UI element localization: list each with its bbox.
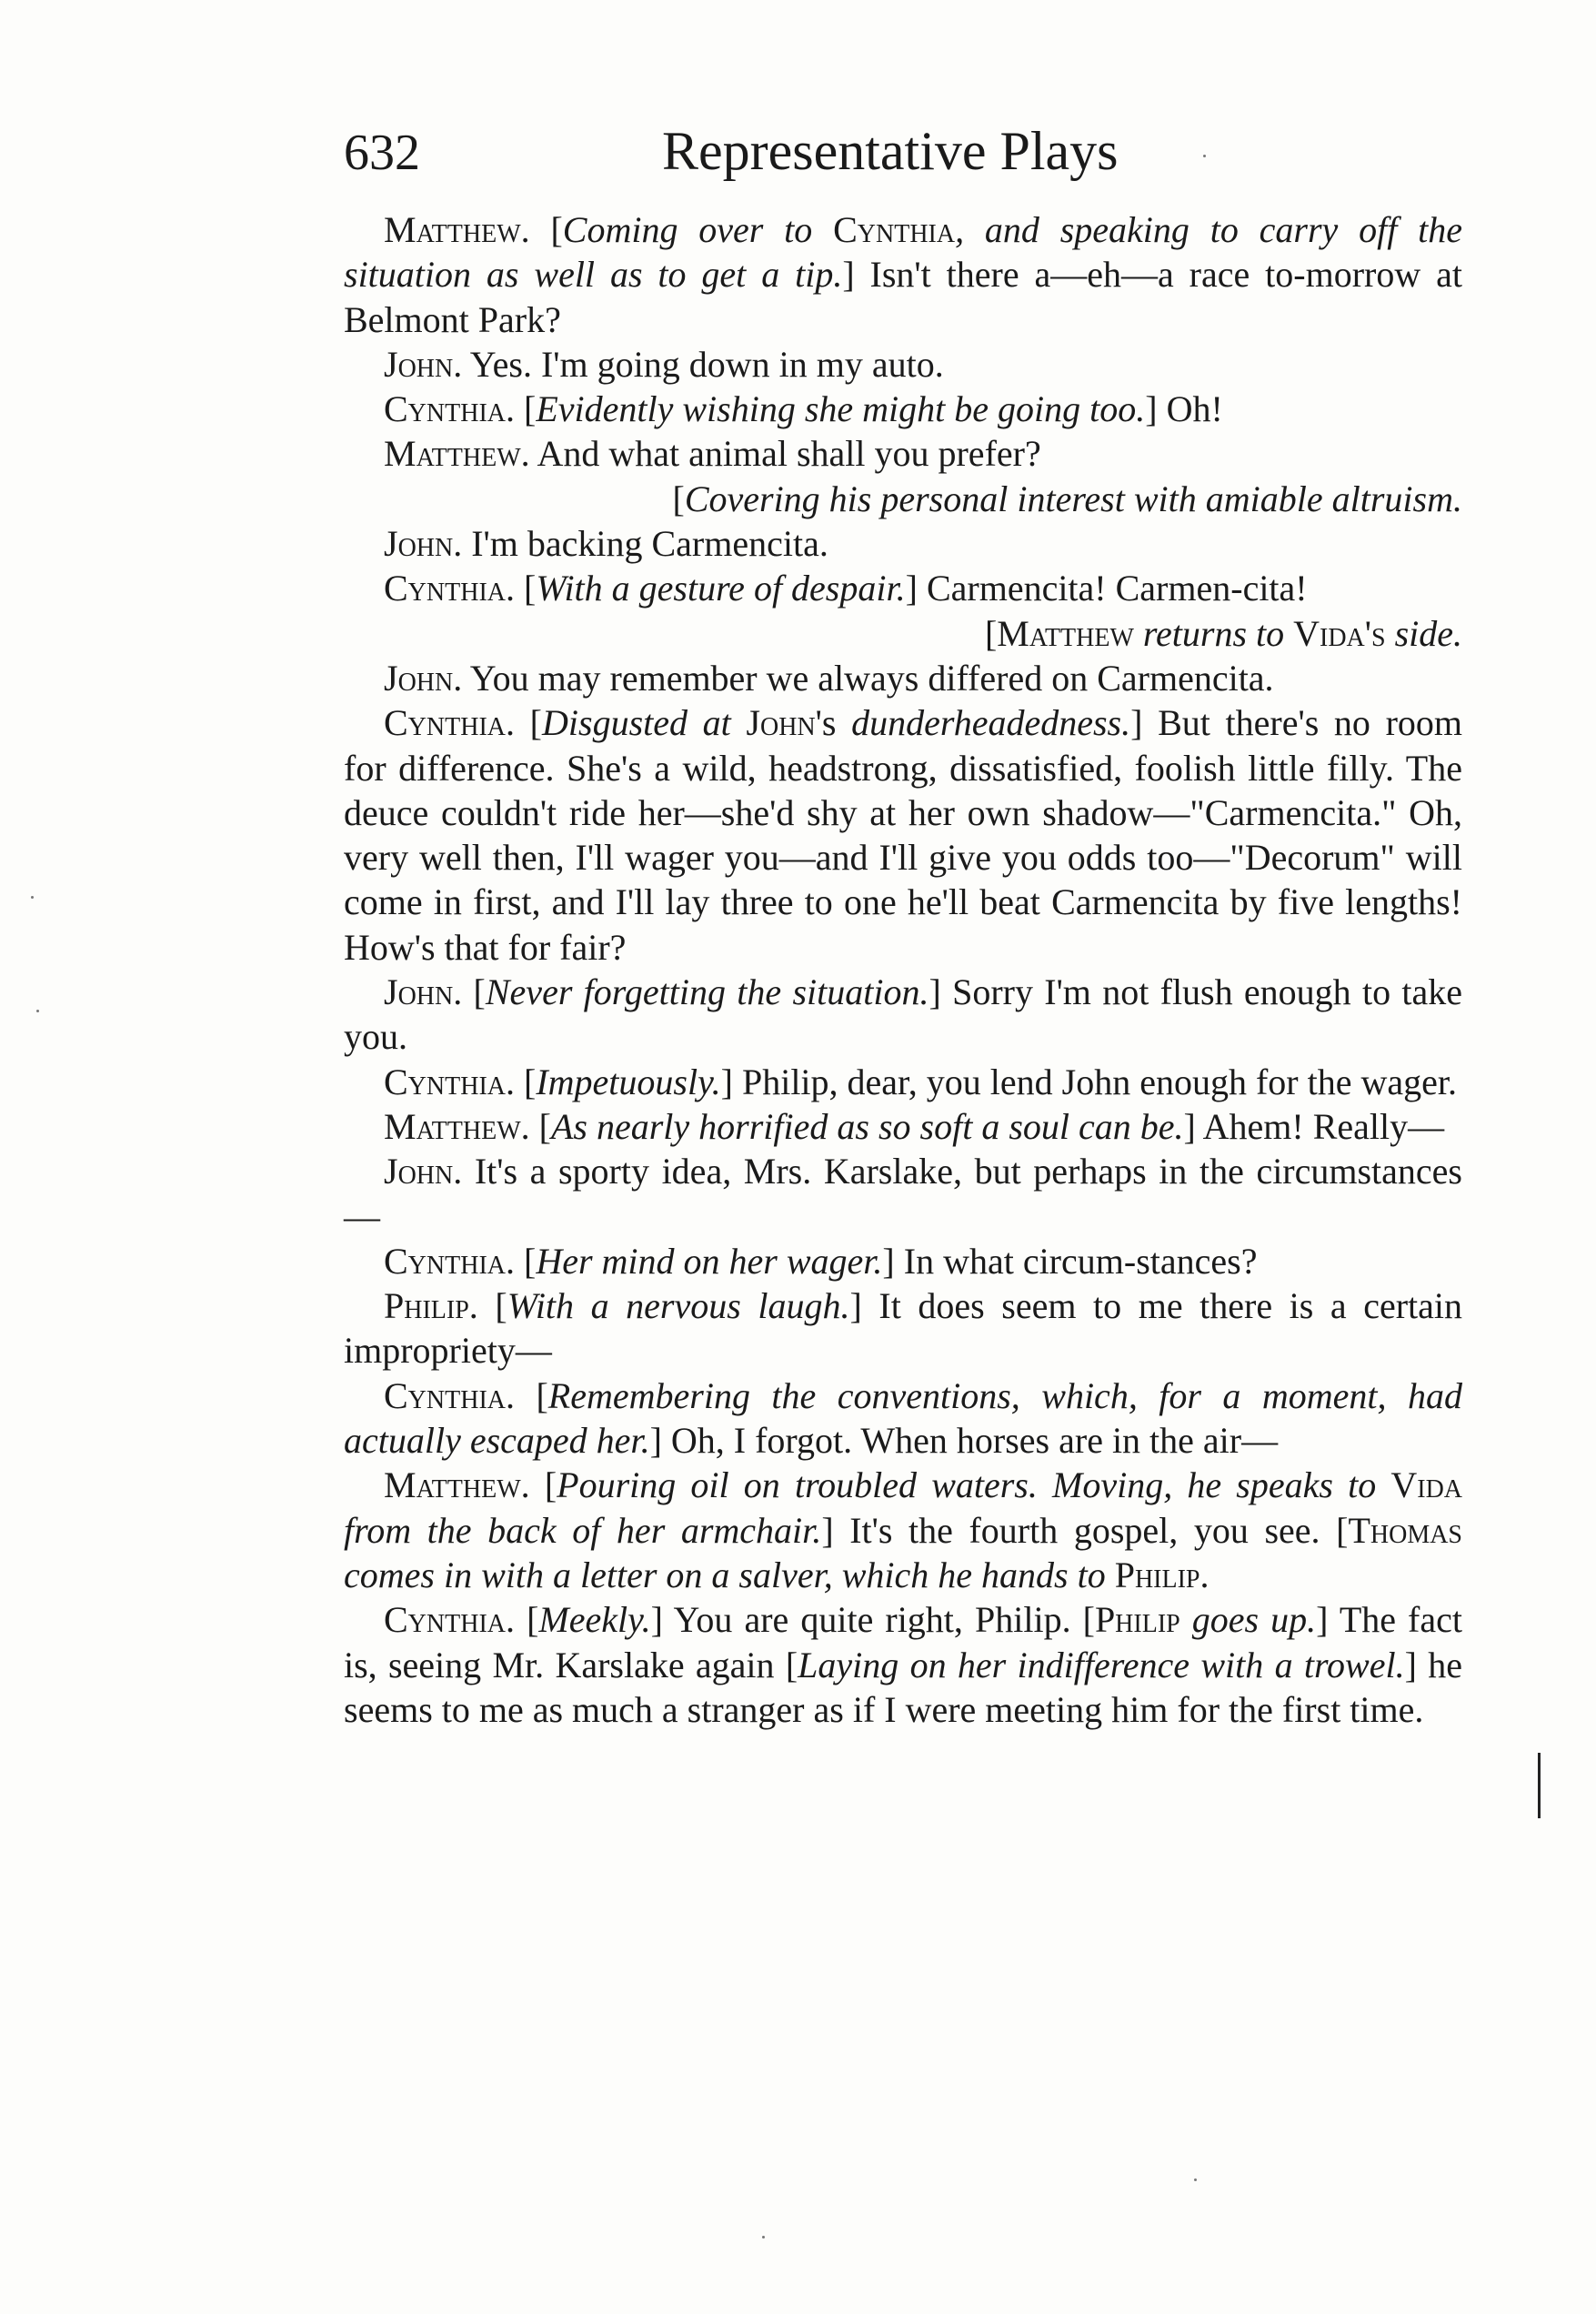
speech-paragraph [344,1149,1462,1239]
speaker-name: Cynthia. [384,1374,515,1416]
dialogue-text: ] Oh, I forgot. When horses are in the air— [649,1420,1279,1462]
dialogue-text: [ [529,702,542,744]
speech-paragraph [344,207,1462,342]
stage-direction-text: comes in with a letter on a salver, which he hands to [344,1554,1115,1595]
stage-direction-text: returns to [1133,612,1294,654]
dialogue-text: 's [815,702,852,744]
speech-paragraph [344,700,1462,970]
dialogue-text: [ [524,388,537,430]
dialogue-text: ] he seems to me as much a stranger as if I were meeting him for the first time. [344,1644,1462,1730]
speech-paragraph [344,566,1462,656]
stage-direction-text: Coming over to [562,209,834,250]
margin-mark [1538,1753,1541,1818]
dialogue-text: [ [527,1599,539,1641]
stage-direction-text: Remembering the conventions, which, for a moment, had actually escaped her. [344,1374,1463,1462]
stage-direction-text: , and speaking to carry off the situation as well as to get a tip. [344,209,1462,296]
dialogue-text: ] Sorry I'm not flush enough to take you. [344,971,1463,1058]
character-name: Thomas [1348,1509,1463,1551]
dialogue-text: [ [544,1464,557,1506]
dialogue-text: [ [538,1105,551,1147]
dialogue-text: ] Isn't there a—eh—a race to-morrow at Belmont Park? [344,254,1462,340]
dialogue-text: Yes. I'm going down in my auto. [469,343,944,385]
speaker-name: Cynthia. [384,388,515,430]
character-name: Cynthia [833,209,956,250]
speaker-name: Cynthia. [384,1061,515,1102]
speaker-name: John. [384,343,463,385]
speaker-name: Cynthia. [384,1599,515,1641]
speaker-name: Cynthia. [384,1240,515,1282]
dialogue-text: [ [495,1285,507,1327]
speaker-name: John. [384,523,463,565]
dialogue-text: ] It's the fourth gospel, you see. [ [821,1509,1349,1551]
speech-paragraph [344,387,1462,431]
paper-speck [31,896,34,899]
speaker-name: Matthew. [384,209,530,250]
dialogue-text: [ [984,612,998,654]
stage-direction-text: Covering his personal interest with amiable altruism. [684,478,1462,519]
character-name: Matthew [997,612,1134,654]
speaker-name: Philip. [384,1285,478,1327]
speech-paragraph [344,342,1462,387]
paper-speck [1194,2178,1197,2181]
speaker-name: John. [384,971,463,1013]
dialogue-text: ] It does seem to me there is a certain impropriety— [344,1285,1463,1372]
speech-paragraph [344,1283,1462,1373]
page-number: 632 [344,125,420,181]
stage-direction-text: With a nervous laugh. [507,1285,850,1327]
stage-direction-text: Evidently wishing she might be going too. [536,388,1146,430]
speaker-name: Matthew. [384,433,530,475]
dialogue-text: [ [536,1374,548,1416]
speech-paragraph [344,970,1462,1060]
speaker-name: Matthew. [384,1464,530,1506]
character-name: John [746,702,816,744]
dialogue-text: [ [524,568,537,609]
paper-speck [762,2236,765,2239]
speech-paragraph [344,1060,1462,1104]
stage-direction-text: With a gesture of despair. [536,568,906,609]
speech-paragraph [344,1104,1462,1149]
stage-direction-text: side. [1394,612,1462,654]
character-name: 's [1364,612,1395,654]
paper-speck [1203,155,1206,157]
stage-direction-text: dunderheadedness. [851,702,1131,744]
page-header [344,116,1462,198]
speaker-name: Cynthia. [384,702,515,744]
speaker-name: Matthew. [384,1105,530,1147]
dialogue-text: [ [550,209,563,250]
stage-direction-text: Her mind on her wager. [536,1240,883,1282]
dialogue-text: [ [524,1061,537,1102]
dialogue-text: ] Oh! [1145,388,1223,430]
character-name: Vida [1293,612,1365,654]
speaker-name: John. [384,1151,463,1192]
dialogue-text: ] The fact is, seeing Mr. Karslake again [ [344,1599,1463,1685]
dialogue-text: ] But there's no room for difference. She's a wild, headstrong, dissatisfied, foolish little filly. The deuce couldn't ride her—she'd shy at her own shadow—"Carmencita." Oh, very well then, I'll wager you—and I'll give you odds too—"Decorum" will come in first, and I'll lay three to one he'll beat Carmencita by five lengths! How's that for fair? [344,702,1463,968]
dialogue-text: It's a sporty idea, Mrs. Karslake, but perhaps in the circumstances— [344,1151,1462,1237]
dialogue-text: [ [524,1240,537,1282]
speech-paragraph [344,521,1462,566]
stage-direction-text: from the back of her armchair. [344,1509,822,1551]
play-text [344,207,1462,1732]
stage-direction-text: Pouring oil on troubled waters. Moving, he speaks to [557,1464,1391,1506]
dialogue-text: ] Ahem! Really— [1183,1105,1445,1147]
speech-paragraph [344,1463,1462,1597]
speech-paragraph [344,1239,1462,1283]
exit-direction [945,611,1462,656]
speaker-name: Cynthia. [384,568,515,609]
stage-direction-text: Laying on her indifference with a trowel. [798,1644,1405,1685]
stage-direction-text: goes up. [1179,1599,1317,1641]
character-name: Philip [1114,1554,1200,1595]
paper-speck [36,1010,39,1012]
dialogue-text: You may remember we always differed on Carmencita. [469,657,1274,699]
stage-direction-text: Never forgetting the situation. [485,971,929,1013]
stage-direction-text: Disgusted at [542,702,747,744]
dialogue-text: ] Carmencita! Carmen-cita! [905,568,1308,609]
stage-direction-text: Meekly. [538,1599,651,1641]
speaker-name: John. [384,657,463,699]
dialogue-text: [ [672,478,685,519]
dialogue-text: [ [473,971,486,1013]
speech-paragraph [344,656,1462,700]
character-name: Philip [1094,1599,1180,1641]
dialogue-text: ] You are quite right, Philip. [ [650,1599,1095,1641]
speech-paragraph [344,431,1462,476]
dialogue-text: ] In what circum-stances? [882,1240,1258,1282]
speech-paragraph [344,1597,1462,1732]
dialogue-text: And what animal shall you prefer? [537,433,1041,475]
dialogue-text: . [1200,1554,1210,1595]
speech-paragraph [344,1373,1462,1464]
running-title: Representative Plays [662,121,1119,181]
stage-direction-text: As nearly horrified as so soft a soul can be. [550,1105,1184,1147]
stage-direction-text: Impetuously. [536,1061,721,1102]
dialogue-text: ] Philip, dear, you lend John enough for the wager. [720,1061,1457,1102]
dialogue-text: I'm backing Carmencita. [471,523,828,565]
character-name: Vida [1390,1464,1463,1506]
stage-direction [344,477,1462,521]
